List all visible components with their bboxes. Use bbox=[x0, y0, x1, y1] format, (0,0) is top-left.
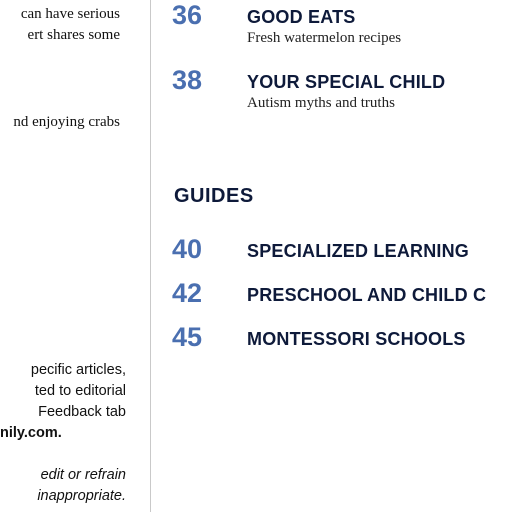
toc-entry-title: MONTESSORI SCHOOLS bbox=[247, 329, 466, 349]
toc-entry-title: GOOD EATS bbox=[247, 7, 356, 27]
toc-entry-title: PRESCHOOL AND CHILD C bbox=[247, 285, 487, 305]
body-text-line: can have serious bbox=[20, 6, 120, 22]
body-text-line: edit or refrain bbox=[40, 467, 126, 483]
body-text-line: pecific articles, bbox=[30, 362, 126, 378]
body-text-line: ted to editorial bbox=[34, 383, 126, 399]
toc-entry-title: SPECIALIZED LEARNING bbox=[247, 241, 470, 261]
page-number: 38 bbox=[172, 65, 203, 95]
guides-section-heading: GUIDES bbox=[174, 185, 254, 207]
page-number: 36 bbox=[172, 0, 203, 30]
body-text-line: nily.com. bbox=[0, 425, 62, 441]
toc-entry-title: YOUR SPECIAL CHILD bbox=[247, 72, 446, 92]
page-number: 40 bbox=[172, 234, 203, 264]
body-text-line: nd enjoying crabs bbox=[13, 114, 120, 130]
page-number: 45 bbox=[172, 322, 203, 352]
page-number: 42 bbox=[172, 278, 203, 308]
column-divider bbox=[150, 0, 151, 512]
body-text-line: ert shares some bbox=[27, 27, 120, 43]
toc-entry-subtitle: Autism myths and truths bbox=[247, 95, 395, 111]
left-column-text bbox=[0, 0, 150, 512]
body-text-line: Feedback tab bbox=[38, 404, 126, 420]
toc-entry-subtitle: Fresh watermelon recipes bbox=[247, 30, 402, 46]
body-text-line: inappropriate. bbox=[37, 488, 126, 504]
